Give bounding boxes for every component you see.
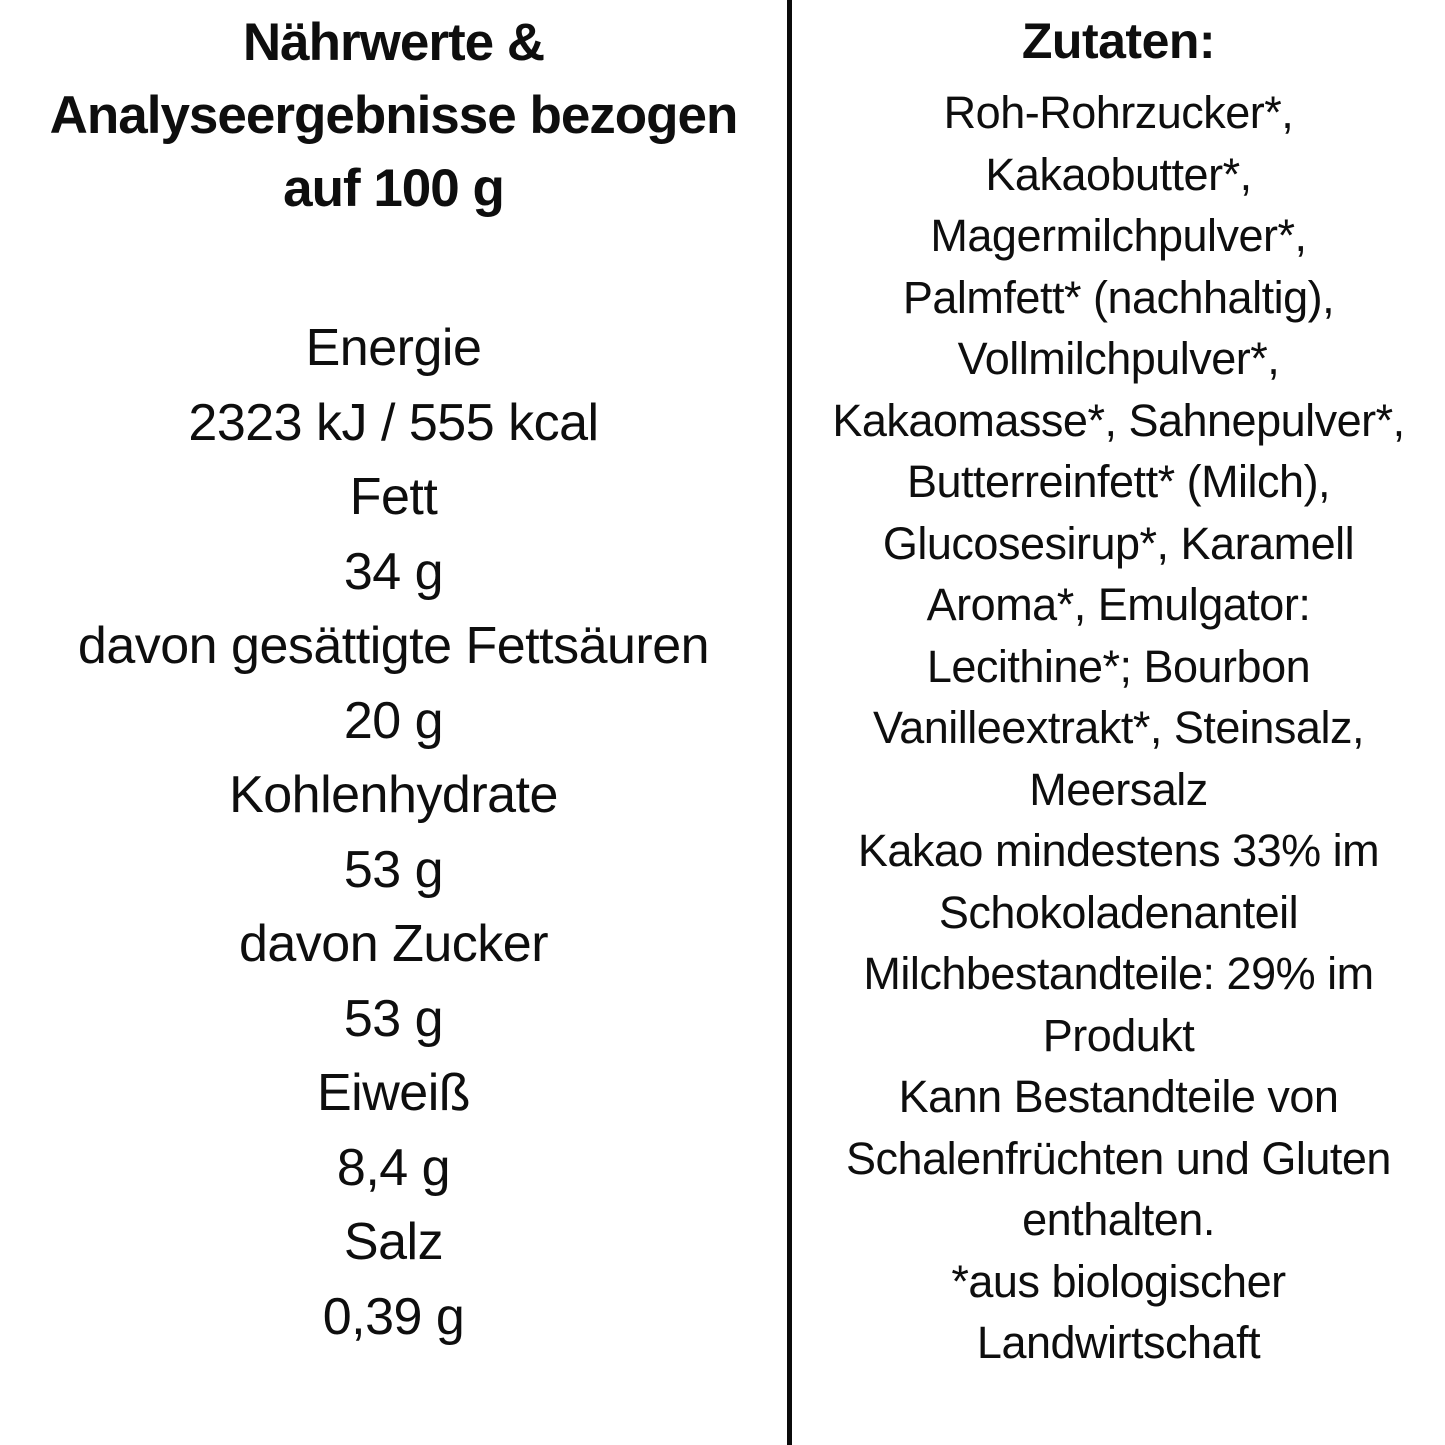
- ingredient-line: Kakaomasse*, Sahnepulver*,: [832, 394, 1405, 446]
- nutrient-label: Kohlenhydrate: [229, 766, 558, 824]
- nutrition-title-line: auf 100 g: [283, 159, 504, 218]
- nutrient-label: Eiweiß: [316, 1064, 471, 1122]
- nutrient-label: Fett: [349, 468, 438, 526]
- ingredient-line: Schokoladenanteil: [938, 886, 1299, 938]
- nutrient-value: 20 g: [343, 691, 444, 750]
- ingredient-line: Lecithine*; Bourbon: [926, 640, 1311, 692]
- ingredient-line: Kakao mindestens 33% im: [857, 825, 1380, 876]
- ingredients-list: [792, 82, 1445, 1374]
- ingredient-line: Vanilleextrakt*, Steinsalz,: [873, 702, 1364, 753]
- nutrient-value: 53 g: [343, 840, 444, 899]
- ingredient-line: Kakaobutter*,: [985, 148, 1252, 200]
- nutrition-title-line: Analyseergebnisse bezogen: [49, 86, 738, 145]
- ingredient-line: Butterreinfett* (Milch),: [906, 456, 1331, 507]
- ingredient-line: Vollmilchpulver*,: [957, 333, 1280, 384]
- nutrient-label: Energie: [305, 319, 482, 377]
- nutrient-label: davon Zucker: [238, 915, 549, 973]
- nutrient-value: 34 g: [343, 542, 444, 601]
- ingredient-line: *aus biologischer: [951, 1255, 1286, 1307]
- nutrition-title-line: Nährwerte &: [242, 13, 545, 72]
- nutrient-value: 53 g: [343, 989, 444, 1048]
- ingredient-line: Produkt: [1042, 1009, 1195, 1061]
- ingredient-line: Palmfett* (nachhaltig),: [902, 271, 1335, 323]
- nutrient-label: Salz: [343, 1213, 444, 1271]
- nutrient-value: 8,4 g: [336, 1138, 451, 1197]
- nutrient-label: davon gesättigte Fettsäuren: [77, 617, 710, 675]
- nutrient-value: 2323 kJ / 555 kcal: [188, 393, 599, 452]
- ingredients-column: [792, 0, 1445, 1445]
- ingredients-title: Zutaten:: [1021, 13, 1216, 69]
- nutrition-list: [0, 311, 787, 1354]
- nutrition-title: [0, 6, 787, 225]
- ingredient-line: Schalenfrüchten und Gluten: [846, 1132, 1391, 1184]
- ingredient-line: Landwirtschaft: [976, 1317, 1261, 1368]
- ingredient-line: Kann Bestandteile von: [898, 1071, 1339, 1122]
- nutrient-value: 0,39 g: [322, 1287, 465, 1346]
- ingredient-line: Milchbestandteile: 29% im: [863, 948, 1374, 999]
- ingredient-line: Magermilchpulver*,: [930, 210, 1307, 261]
- ingredient-line: Meersalz: [1029, 763, 1208, 815]
- ingredient-line: Roh-Rohrzucker*,: [943, 87, 1294, 138]
- ingredient-line: enthalten.: [1022, 1194, 1215, 1245]
- ingredient-line: Glucosesirup*, Karamell: [882, 517, 1355, 569]
- ingredient-line: Aroma*, Emulgator:: [926, 579, 1311, 630]
